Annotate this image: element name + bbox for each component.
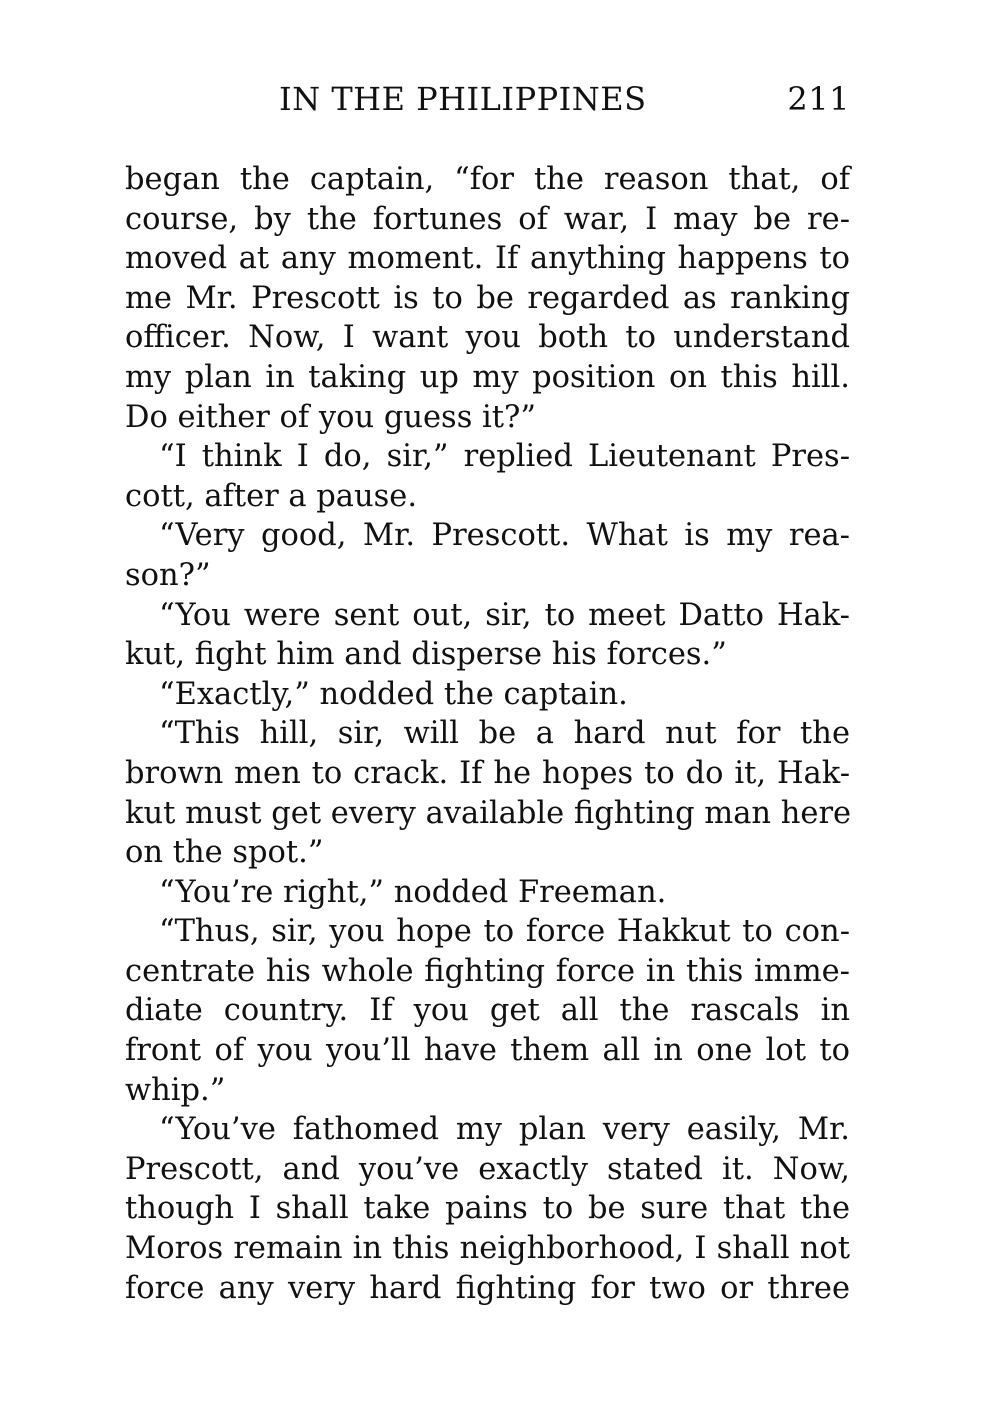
- body-text: [125, 160, 850, 1308]
- running-head: [125, 80, 850, 124]
- text-line: force any very hard fighting for two or three: [125, 1270, 850, 1306]
- text-line: diate country. If you get all the rascals in: [125, 993, 850, 1029]
- text-line: centrate his whole fighting force in this imme-: [125, 953, 850, 989]
- text-line: began the captain, “for the reason that, of: [125, 162, 850, 197]
- text-line: “Very good, Mr. Prescott. What is my rea-: [159, 518, 850, 554]
- text-line: though I shall take pains to be sure that the: [125, 1191, 850, 1227]
- text-line: me Mr. Prescott is to be regarded as ranking: [125, 280, 850, 316]
- text-line: “This hill, sir, will be a hard nut for the: [159, 716, 850, 752]
- text-line: “Exactly,” nodded the captain.: [159, 676, 628, 712]
- text-line: “Thus, sir, you hope to force Hakkut to con-: [159, 914, 850, 950]
- text-line: Moros remain in this neighborhood, I shall not: [125, 1231, 850, 1267]
- text-line: Prescott, and you’ve exactly stated it. Now,: [125, 1151, 850, 1187]
- text-line: my plan in taking up my position on this hill.: [125, 359, 850, 395]
- text-line: “You’re right,” nodded Freeman.: [159, 874, 667, 910]
- text-line: kut, fight him and disperse his forces.”: [125, 637, 727, 673]
- text-line: cott, after a pause.: [125, 478, 418, 514]
- text-line: “You were sent out, sir, to meet Datto Hak-: [159, 597, 850, 633]
- text-line: kut must get every available fighting man here: [125, 795, 852, 831]
- running-title: IN THE PHILIPPINES: [279, 80, 647, 118]
- text-line: “You’ve fathomed my plan very easily, Mr.: [159, 1112, 850, 1148]
- text-line: front of you you’ll have them all in one lot to: [125, 1033, 850, 1069]
- page-number: 211: [787, 80, 850, 118]
- text-line: moved at any moment. If anything happens to: [125, 241, 850, 277]
- text-line: course, by the fortunes of war, I may be re-: [125, 201, 850, 237]
- text-line: son?”: [125, 557, 211, 593]
- text-line: Do either of you guess it?”: [125, 399, 536, 435]
- text-line: whip.”: [125, 1072, 226, 1108]
- text-line: brown men to crack. If he hopes to do it, Hak-: [125, 755, 850, 791]
- text-line: on the spot.”: [125, 835, 324, 871]
- text-line: “I think I do, sir,” replied Lieutenant Pres-: [159, 439, 850, 475]
- text-line: officer. Now, I want you both to understand: [125, 320, 850, 356]
